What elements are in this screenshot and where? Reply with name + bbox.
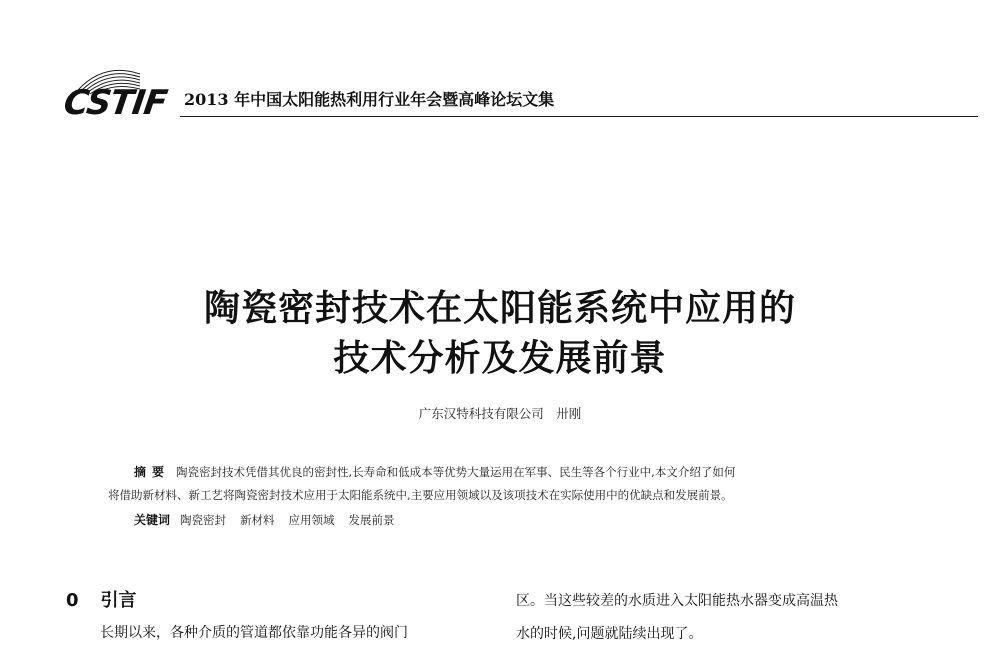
abstract-text-1: 陶瓷密封技术凭借其优良的密封性,长寿命和低成本等优势大量运用在军事、民生等各个行业中,本文介绍了如何 <box>176 465 736 479</box>
abstract-line-2: 将借助新材料、新工艺将陶瓷密封技术应用于太阳能系统中,主要应用领域以及该项技术在实际使用中的优缺点和发展前景。 <box>108 488 733 502</box>
header-divider <box>180 116 978 117</box>
paper-title-line-1: 陶瓷密封技术在太阳能系统中应用的 <box>203 287 796 329</box>
section-heading <box>66 592 137 610</box>
right-column-line-2: 水的时候,问题就陆续出现了。 <box>516 626 703 642</box>
keyword: 陶瓷密封 <box>180 513 227 527</box>
keywords-label: 关键词 <box>134 513 171 527</box>
logo-text: CSTIF <box>61 83 170 123</box>
section-title: 引言 <box>100 590 137 611</box>
keywords-line <box>134 514 409 527</box>
left-column-line-1: 长期以来，各种介质的管道都依靠功能各异的阀门 <box>100 625 408 641</box>
keyword: 发展前景 <box>348 513 395 527</box>
author-affiliation: 广东汉特科技有限公司 卅刚 <box>418 406 582 421</box>
keyword: 新材料 <box>240 513 275 527</box>
abstract-line-1 <box>134 466 735 479</box>
right-column-line-1: 区。当这些较差的水质进入太阳能热水器变成高温热 <box>516 593 838 609</box>
abstract-label: 摘要 <box>134 465 171 479</box>
paper-title-line-2: 技术分析及发展前景 <box>333 337 667 379</box>
keyword: 应用领域 <box>288 513 335 527</box>
proceedings-title: 2013 年中国太阳能热利用行业年会暨高峰论坛文集 <box>184 90 555 109</box>
section-number: 0 <box>66 590 79 611</box>
